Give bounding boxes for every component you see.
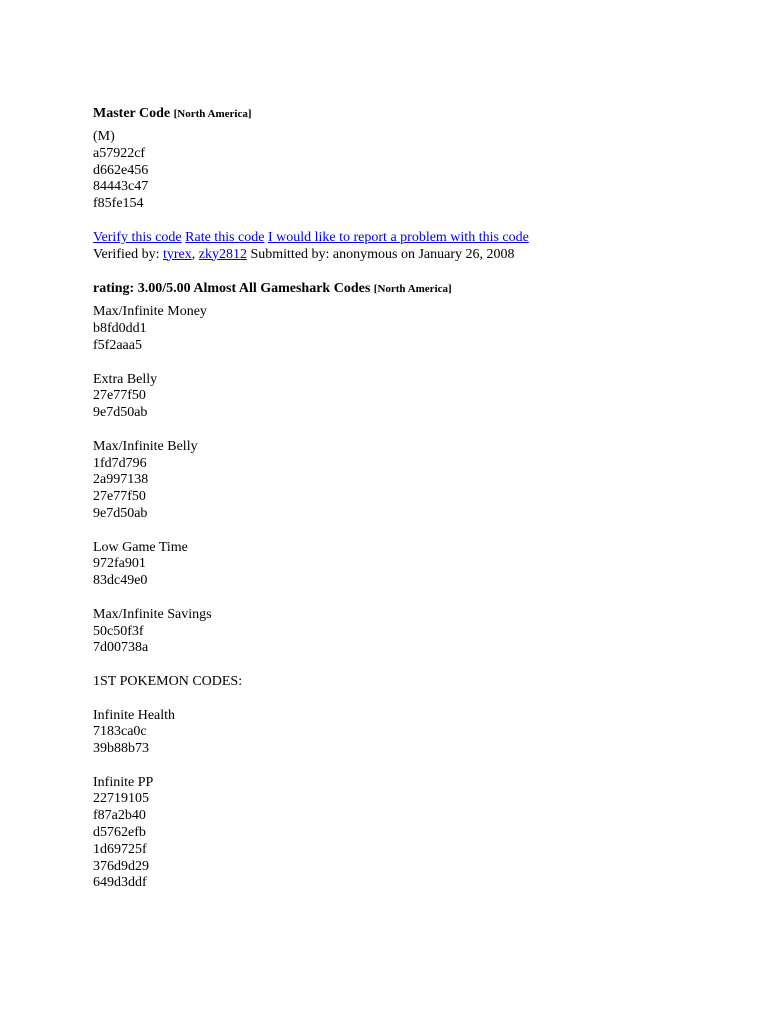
code-value: b8fd0dd1 <box>93 321 147 337</box>
code-name: Max/Infinite Money <box>93 304 207 320</box>
code-value: 9e7d50ab <box>93 405 148 421</box>
report-problem-link[interactable]: I would like to report a problem with this code <box>267 229 529 245</box>
code-value: 83dc49e0 <box>93 573 148 589</box>
master-code-title: Master Code <box>93 106 171 121</box>
document-page <box>93 104 733 892</box>
master-code-line: d662e456 <box>93 162 149 178</box>
code-name: Infinite Health <box>93 707 176 723</box>
rate-code-link[interactable]: Rate this code <box>185 229 265 245</box>
section-header-pokemon: 1ST POKEMON CODES: <box>93 673 243 689</box>
code-value: 27e77f50 <box>93 388 146 404</box>
code-value: 7d00738a <box>93 640 149 656</box>
code-value: 39b88b73 <box>93 741 149 757</box>
code-value: 972fa901 <box>93 556 146 572</box>
code-entry-low-game-time <box>93 540 733 590</box>
code-value: 9e7d50ab <box>93 505 148 521</box>
code-name: Infinite PP <box>93 774 154 790</box>
master-code-lines <box>93 129 733 213</box>
master-code-line: a57922cf <box>93 145 146 161</box>
code-value: f87a2b40 <box>93 808 146 824</box>
action-links <box>93 230 733 247</box>
rating-heading <box>93 279 733 304</box>
code-value: 649d3ddf <box>93 875 147 891</box>
code-value: 1fd7d796 <box>93 455 147 471</box>
verify-code-link[interactable]: Verify this code <box>93 229 182 245</box>
verified-by-label: Verified by: <box>93 246 160 262</box>
code-entry-max-savings <box>93 607 733 657</box>
code-value: 22719105 <box>93 791 149 807</box>
code-value: 1d69725f <box>93 841 147 857</box>
master-code-line: 84443c47 <box>93 179 149 195</box>
code-entry-infinite-health <box>93 708 733 758</box>
rating-region: [North America] <box>373 283 452 296</box>
code-value: 27e77f50 <box>93 489 146 505</box>
code-value: 2a997138 <box>93 472 149 488</box>
code-value: d5762efb <box>93 825 146 841</box>
code-name: Max/Infinite Savings <box>93 606 212 622</box>
code-entry-infinite-pp <box>93 775 733 893</box>
code-value: 50c50f3f <box>93 623 144 639</box>
master-code-line: f85fe154 <box>93 196 144 212</box>
submitted-by-text: Submitted by: anonymous on January 26, 2008 <box>250 246 515 262</box>
code-list <box>93 304 733 892</box>
code-value: 7183ca0c <box>93 724 147 740</box>
code-value: 376d9d29 <box>93 858 149 874</box>
code-name: Low Game Time <box>93 539 188 555</box>
code-name: Extra Belly <box>93 371 158 387</box>
master-code-heading <box>93 104 733 129</box>
code-value: f5f2aaa5 <box>93 337 142 353</box>
code-entry-max-money <box>93 304 733 354</box>
verifier-link-tyrex[interactable]: tyrex <box>162 246 192 262</box>
master-code-region: [North America] <box>173 108 252 120</box>
code-name: Max/Infinite Belly <box>93 438 198 454</box>
verifier-link-zky2812[interactable]: zky2812 <box>198 246 247 262</box>
code-actions <box>93 230 733 264</box>
verifier-separator: , <box>191 246 196 262</box>
verification-info <box>93 247 733 264</box>
rating-title: rating: 3.00/5.00 Almost All Gameshark Codes <box>93 281 371 297</box>
code-entry-extra-belly <box>93 372 733 422</box>
code-entry-max-belly <box>93 439 733 523</box>
master-code-line: (M) <box>93 129 115 144</box>
